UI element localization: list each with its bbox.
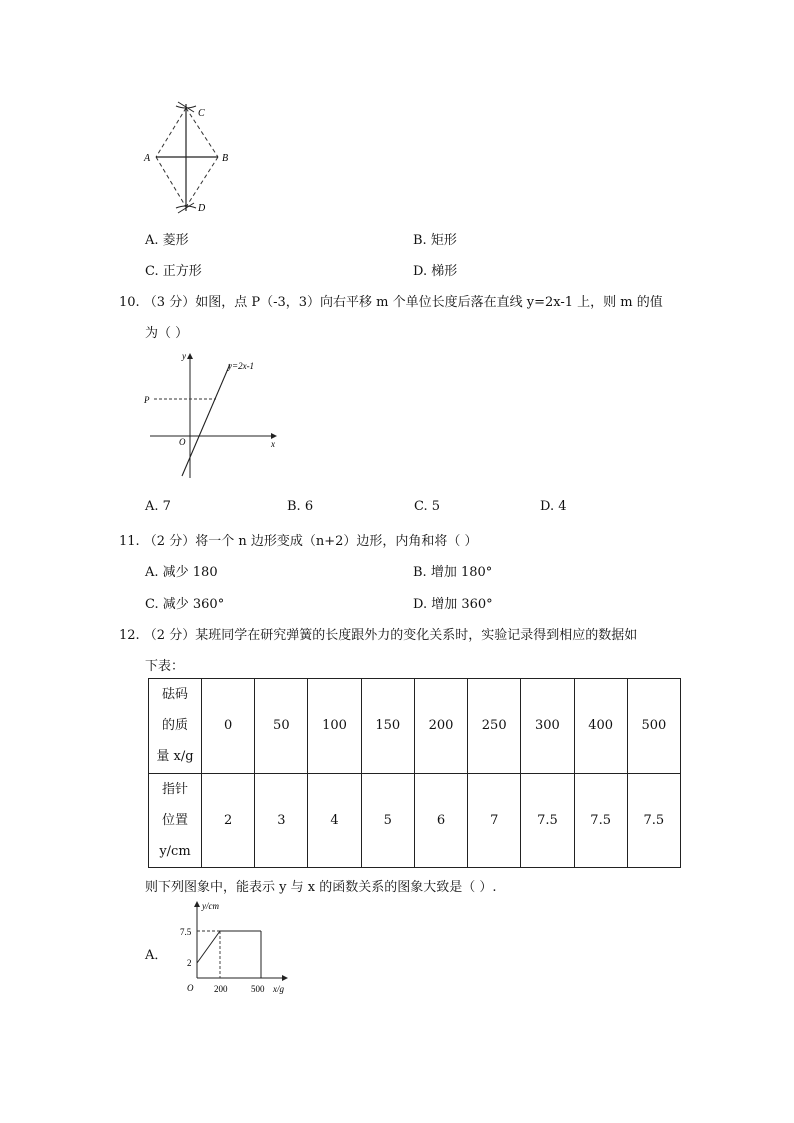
- vertex-b: B: [222, 153, 229, 164]
- table-cell: 7.5: [574, 773, 627, 868]
- table-cell: 0: [202, 679, 255, 774]
- rising-segment: [197, 931, 220, 963]
- q9-option-c: C. 正方形: [145, 264, 202, 279]
- vertex-d: D: [198, 203, 206, 214]
- q12-option-a-label: A．: [145, 948, 168, 963]
- q12-stem-line2: 下表：: [145, 659, 185, 674]
- table-cell: 500: [627, 679, 680, 774]
- table-cell: 100: [308, 679, 361, 774]
- q9-rhombus-figure: [138, 98, 248, 218]
- table-cell: 6: [414, 773, 467, 868]
- x-tick-200: 200: [214, 984, 228, 994]
- y-axis-label: y/cm: [202, 901, 219, 911]
- q11-option-a: A. 减少 180: [145, 565, 218, 580]
- q10-option-d: D. 4: [540, 499, 567, 514]
- table-cell: 50: [255, 679, 308, 774]
- q12-stem-line1: 12. （2 分）某班同学在研究弹簧的长度跟外力的变化关系时，实验记录得到相应的数据如: [119, 628, 638, 643]
- x-tick-500: 500: [251, 984, 265, 994]
- y-tick-7-5: 7.5: [180, 927, 192, 937]
- q10-stem-line2: 为（ ）: [145, 326, 189, 341]
- q10-stem-line1: 10. （3 分）如图，点 P（-3，3）向右平移 m 个单位长度后落在直线 y=2x-1 上，则 m 的值: [119, 295, 663, 310]
- origin-label: O: [187, 983, 194, 993]
- q11-option-c: C. 减少 360°: [145, 597, 225, 612]
- table-cell: 7.5: [627, 773, 680, 868]
- q12-question: 则下列图象中，能表示 y 与 x 的函数关系的图象大致是（ ）.: [145, 880, 497, 895]
- table-cell: 7: [468, 773, 521, 868]
- q11-option-d: D. 增加 360°: [413, 597, 493, 612]
- point-p-label: P: [144, 395, 150, 405]
- q10-option-b: B. 6: [287, 499, 314, 514]
- vertex-a: A: [144, 153, 151, 164]
- table-cell: 7.5: [521, 773, 574, 868]
- x-axis-label: x/g: [273, 984, 284, 994]
- table-cell: 300: [521, 679, 574, 774]
- origin-label: O: [179, 437, 186, 447]
- y-axis-label: y: [182, 351, 186, 361]
- vertex-c: C: [198, 108, 205, 119]
- table-cell: 200: [414, 679, 467, 774]
- q9-option-d: D. 梯形: [413, 264, 458, 279]
- line-label: y=2x-1: [228, 361, 255, 371]
- table-cell: 3: [255, 773, 308, 868]
- q12-data-table: [148, 678, 681, 868]
- table-cell: 4: [308, 773, 361, 868]
- q10-option-a: A. 7: [145, 499, 171, 514]
- q10-option-c: C. 5: [414, 499, 441, 514]
- q10-graph-figure: [140, 348, 285, 483]
- q9-option-a: A. 菱形: [145, 233, 189, 248]
- x-axis-label: x: [271, 439, 275, 449]
- table-cell: 5: [361, 773, 414, 868]
- table-row-position: [149, 773, 681, 868]
- table-row-mass: [149, 679, 681, 774]
- q12-option-a-graph: [175, 898, 295, 998]
- q9-option-b: B. 矩形: [413, 233, 457, 248]
- table-cell: 400: [574, 679, 627, 774]
- table-cell: 250: [468, 679, 521, 774]
- table-header-position: 指针 位置 y/cm: [149, 773, 202, 868]
- y-tick-2: 2: [187, 958, 192, 968]
- q11-option-b: B. 增加 180°: [413, 565, 493, 580]
- table-header-mass: 砝码 的质 量 x/g: [149, 679, 202, 774]
- line-y-2x-1: [182, 364, 230, 476]
- table-cell: 2: [202, 773, 255, 868]
- q11-stem: 11. （2 分）将一个 n 边形变成（n+2）边形，内角和将（ ）: [119, 534, 478, 549]
- table-cell: 150: [361, 679, 414, 774]
